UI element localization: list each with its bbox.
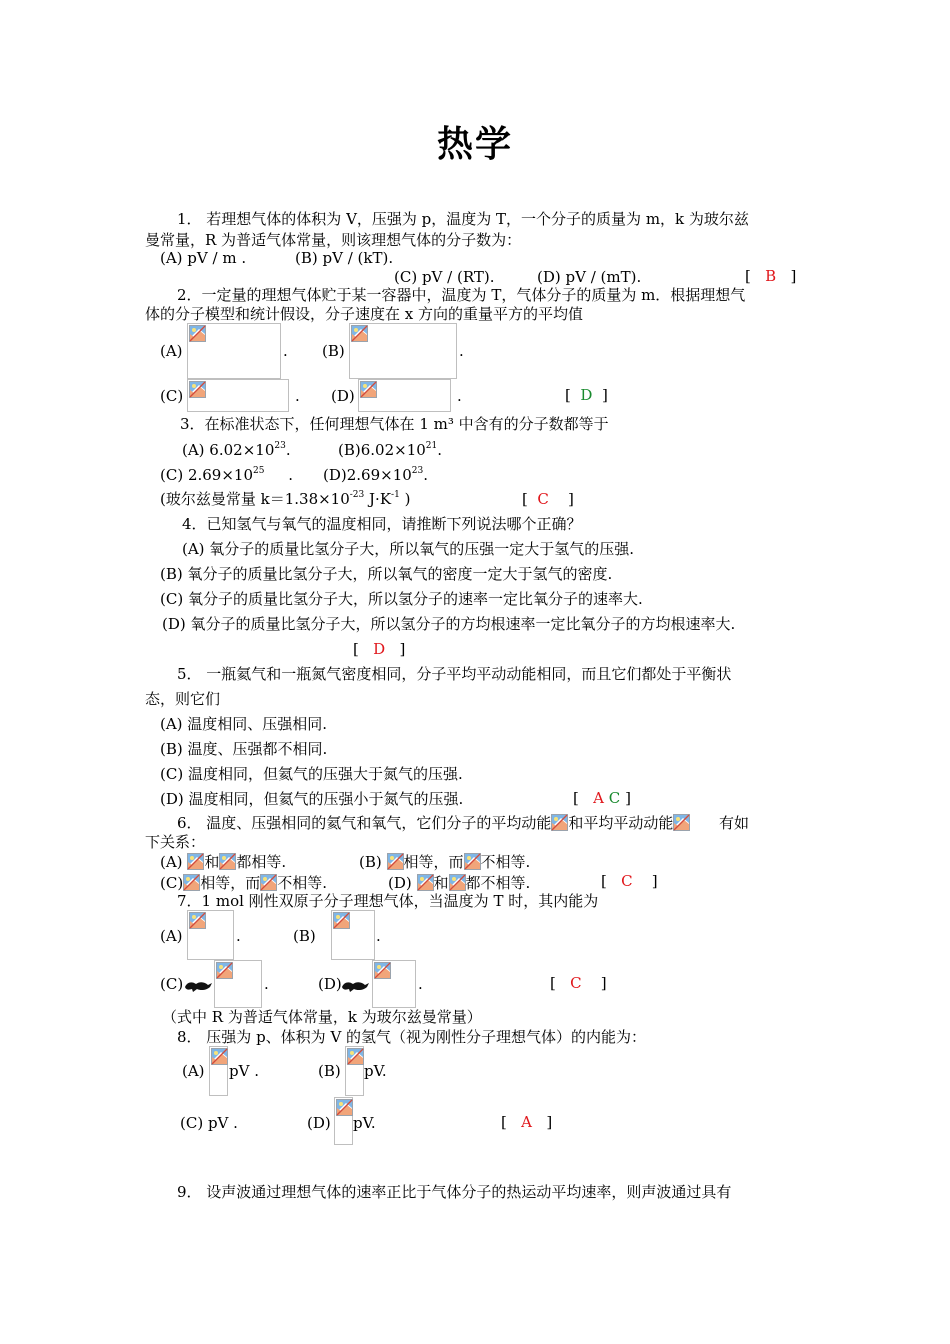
q8-option-d-label: (D) bbox=[307, 1114, 331, 1132]
q2-option-b-dot: . bbox=[459, 342, 464, 360]
q8-line1: 8． 压强为 p、体积为 V 的氢气（视为刚性分子理想气体）的内能为： bbox=[177, 1028, 647, 1046]
q7-option-d-label: (D) bbox=[318, 975, 342, 993]
q1-option-a: (A) pV / m . bbox=[160, 249, 247, 267]
broken-image-icon bbox=[360, 381, 377, 398]
q8-option-a-label: (A) bbox=[182, 1062, 205, 1080]
q4-answer: [ D ] bbox=[353, 640, 406, 658]
q2-option-a-label: (A) bbox=[160, 342, 183, 360]
broken-image-icon bbox=[189, 381, 206, 398]
q9-line1: 9． 设声波通过理想气体的速率正比于气体分子的热运动平均速率，则声波通过具有 bbox=[177, 1183, 732, 1201]
page-title: 热学 bbox=[437, 124, 514, 165]
q7-option-c-dot: . bbox=[264, 975, 269, 993]
q2-option-b-label: (B) bbox=[322, 342, 345, 360]
q8-answer: [ A ] bbox=[501, 1113, 553, 1131]
q2-line1: 2．一定量的理想气体贮于某一容器中，温度为 T，气体分子的质量为 m．根据理想气 bbox=[177, 286, 746, 304]
q7-option-a-formula bbox=[187, 910, 234, 960]
q2-option-a-formula bbox=[187, 323, 281, 379]
broken-image-icon bbox=[673, 814, 690, 831]
q3-answer: [ C ] bbox=[522, 490, 574, 508]
q5-line1: 5． 一瓶氦气和一瓶氮气密度相同，分子平均平动动能相同，而且它们都处于平衡状 bbox=[177, 665, 732, 683]
broken-image-icon bbox=[333, 912, 350, 929]
q3-line1: 3．在标准状态下，任何理想气体在 1 m³ 中含有的分子数都等于 bbox=[180, 415, 609, 433]
q1-option-b: (B) pV / (kT). bbox=[295, 249, 394, 267]
q8-option-b-value: pV. bbox=[364, 1062, 387, 1080]
q7-option-c-formula bbox=[214, 960, 262, 1008]
q3-option-c: (C) $2.69\times 10^{25}$ . bbox=[160, 466, 294, 484]
q7-option-a-label: (A) bbox=[160, 927, 183, 945]
broken-image-icon bbox=[219, 853, 236, 870]
broken-image-icon bbox=[189, 912, 206, 929]
q7-line1: 7．1 mol 刚性双原子分子理想气体，当温度为 T 时，其内能为 bbox=[177, 892, 599, 910]
broken-image-icon bbox=[187, 853, 204, 870]
q5-answer: [ A C ] bbox=[573, 789, 631, 807]
q2-answer: [ D ] bbox=[565, 386, 608, 404]
q6-option-d: (D) 和 都不相等. bbox=[388, 874, 531, 892]
broken-image-icon bbox=[216, 962, 233, 979]
broken-image-icon bbox=[189, 325, 206, 342]
q7-option-a-dot: . bbox=[236, 927, 241, 945]
q2-option-c-formula bbox=[187, 379, 289, 412]
broken-image-icon bbox=[417, 874, 434, 891]
q1-option-d: (D) pV / (mT). bbox=[537, 268, 642, 286]
q4-option-b: (B) 氧分子的质量比氢分子大，所以氧气的密度一定大于氢气的密度. bbox=[160, 565, 613, 583]
q6-line2: 下关系： bbox=[145, 833, 206, 851]
broken-image-icon bbox=[211, 1048, 228, 1065]
broken-image-icon bbox=[183, 874, 200, 891]
broken-image-icon bbox=[260, 874, 277, 891]
q1-option-c: (C) pV / (RT). bbox=[394, 268, 495, 286]
q2-option-c-label: (C) bbox=[160, 387, 184, 405]
q3-note: (玻尔兹曼常量 $k=1.38\times 10^{-23}$ $J\cdot K^{-1}$ ) bbox=[160, 490, 411, 508]
q4-option-a: (A) 氧分子的质量比氢分子大，所以氧气的压强一定大于氢气的压强. bbox=[182, 540, 635, 558]
q7-option-c-label: (C) bbox=[160, 975, 184, 993]
q2-option-c-dot: . bbox=[295, 387, 300, 405]
q5-line2: 态，则它们 bbox=[145, 690, 221, 708]
q2-line2: 体的分子模型和统计假设，分子速度在 x 方向的重量平方的平均值 bbox=[145, 305, 583, 323]
q3-option-d: $(D)2.69\times 10^{23}$. bbox=[323, 466, 429, 484]
q1-line1: 1． 若理想气体的体积为 V，压强为 p，温度为 T，一个分子的质量为 m，k 为玻尔兹 bbox=[177, 210, 749, 228]
q7-answer: [ C ] bbox=[550, 974, 607, 992]
q6-line1: 6． 温度、压强相同的氦气和氧气，它们分子的平均动能 和平均平动动能 有如 bbox=[177, 814, 749, 832]
broken-image-icon bbox=[551, 814, 568, 831]
q5-option-c: (C) 温度相同，但氦气的压强大于氮气的压强. bbox=[160, 765, 463, 783]
q1-line2: 曼常量，R 为普适气体常量，则该理想气体的分子数为： bbox=[145, 231, 522, 249]
q5-option-d: (D) 温度相同，但氦气的压强小于氮气的压强. bbox=[160, 790, 464, 808]
q7-option-d-dot: . bbox=[418, 975, 423, 993]
q6-option-c: (C) 相等，而 不相等. bbox=[160, 874, 327, 892]
blob-icon bbox=[183, 978, 213, 994]
q2-option-d-formula bbox=[358, 379, 451, 412]
q1-answer: [ B ] bbox=[745, 267, 797, 285]
broken-image-icon bbox=[449, 874, 466, 891]
q8-option-b-formula bbox=[345, 1046, 364, 1096]
q3-option-a: (A) $6.02\times 10^{23}$. bbox=[182, 441, 291, 459]
q8-option-d-formula bbox=[334, 1097, 353, 1145]
broken-image-icon bbox=[387, 853, 404, 870]
q5-option-a: (A) 温度相同、压强相同. bbox=[160, 715, 328, 733]
broken-image-icon bbox=[347, 1048, 364, 1065]
broken-image-icon bbox=[464, 853, 481, 870]
q8-option-a-value: pV . bbox=[229, 1062, 259, 1080]
q7-note: （式中 R 为普适气体常量，k 为玻尔兹曼常量） bbox=[162, 1008, 482, 1026]
q4-line1: 4．已知氢气与氧气的温度相同，请推断下列说法哪个正确？ bbox=[182, 515, 582, 533]
q7-option-b-formula bbox=[331, 910, 375, 960]
q4-option-d: (D) 氧分子的质量比氢分子大，所以氢分子的方均根速率一定比氧分子的方均根速率大. bbox=[162, 615, 736, 633]
q5-option-b: (B) 温度、压强都不相同. bbox=[160, 740, 328, 758]
q7-option-b-dot: . bbox=[376, 927, 381, 945]
q6-option-a: (A) 和 都相等. bbox=[160, 853, 287, 871]
broken-image-icon bbox=[374, 962, 391, 979]
q2-option-b-formula bbox=[349, 323, 457, 379]
q6-option-b: (B) 相等，而 不相等. bbox=[359, 853, 531, 871]
q2-option-d-dot: . bbox=[457, 387, 462, 405]
q8-option-b-label: (B) bbox=[318, 1062, 341, 1080]
q7-option-d-formula bbox=[372, 960, 416, 1008]
q6-answer: [ C ] bbox=[601, 872, 658, 890]
q4-option-c: (C) 氧分子的质量比氢分子大，所以氢分子的速率一定比氧分子的速率大. bbox=[160, 590, 643, 608]
q8-option-c: (C) pV . bbox=[180, 1114, 238, 1132]
q8-option-a-formula bbox=[209, 1046, 228, 1096]
q7-option-b-label: (B) bbox=[293, 927, 316, 945]
broken-image-icon bbox=[351, 325, 368, 342]
blob-icon bbox=[340, 978, 370, 994]
q2-option-d-label: (D) bbox=[331, 387, 355, 405]
q8-option-d-value: pV. bbox=[353, 1114, 376, 1132]
q2-option-a-dot: . bbox=[283, 342, 288, 360]
q3-option-b: $(B)6.02\times 10^{21}$. bbox=[338, 441, 443, 459]
broken-image-icon bbox=[336, 1099, 353, 1116]
